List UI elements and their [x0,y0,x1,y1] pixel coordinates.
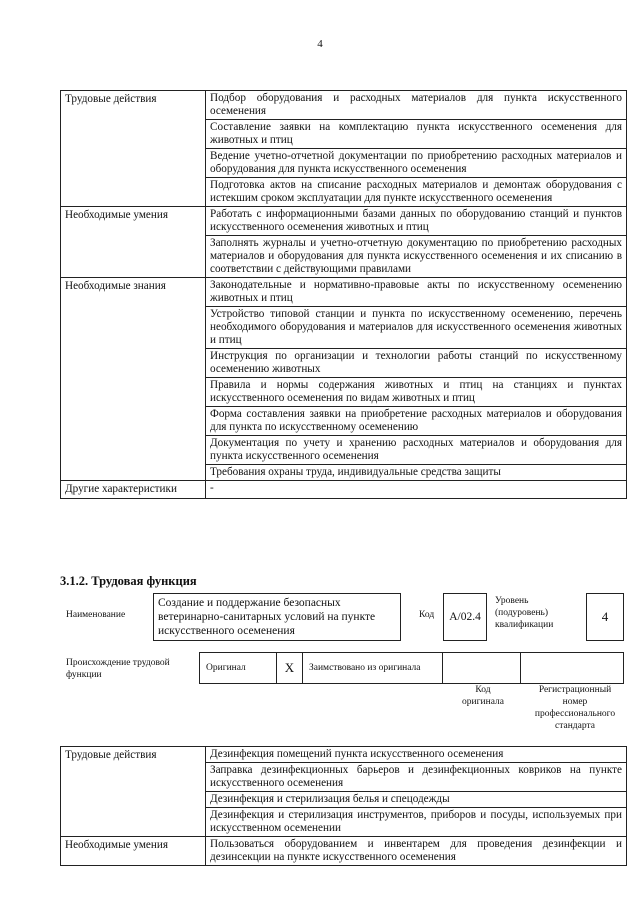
reg-number-line-2: номер [562,697,588,707]
reg-number-cell [520,653,624,683]
function-name-value: Создание и поддержание безопасных ветеринарно-санитарных условий на пункте искусственного осеменения [158,597,376,637]
code-original-cell [442,653,520,683]
row-item-text: Дезинфекция и стерилизация инструментов, приборов и посуды, используемых при искусственном осеменении [206,808,627,837]
page-number: 4 [317,38,323,50]
table-row [61,747,627,763]
level-label-line-2: (подуровень) [495,608,549,618]
row-item-text: Работать с информационными базами данных по оборудованию станций и пунктов искусственного осеменения животных и птиц [206,207,627,236]
reg-number-line-1: Регистрационный [538,685,612,695]
row-item-text: Составление заявки на комплектацию пункта искусственного осеменения для животных и птиц [206,120,627,149]
code-box [443,593,487,641]
original-mark-cell [276,653,302,683]
row-item-text: Правила и нормы содержания животных и птиц на станциях и пунктах искусственного осеменения по видам животных и птиц [206,378,627,407]
function-name-box [153,593,401,641]
level-label [495,595,553,631]
reg-number-line-3: профессионального [534,709,616,719]
row-item-text: Подготовка актов на списание расходных материалов и демонтаж оборудования с истекшим сроком эксплуатации для пункте искусственного осеменения [206,178,627,207]
original-mark: X [284,660,295,675]
borrowed-label: Заимствовано из оригинала [309,663,421,673]
row-group-label: Необходимые знания [61,278,206,481]
requirements-table-1 [60,90,627,499]
row-item-text: Законодательные и нормативно-правовые акты по искусственному осеменению животных и птиц [206,278,627,307]
table-row [61,278,627,307]
section-heading: 3.1.2. Трудовая функция [60,574,197,588]
code-value: А/02.4 [449,611,481,623]
requirements-table-2 [60,746,627,866]
row-item-text: Пользоваться оборудованием и инвентарем для проведения дезинфекции и дезинсекции на пункте искусственного осеменения [206,837,627,866]
row-item-text: Дезинфекция помещений пункта искусственного осеменения [206,747,627,763]
origin-label: Происхождение трудовой функции [66,658,170,680]
row-item-text: Устройство типовой станции и пункта по искусственному осеменению, перечень необходимого оборудования и материалов для искусственного осеменения животных и птиц [206,307,627,349]
table-row [61,91,627,120]
level-label-line-3: квалификации [495,620,554,630]
row-item-text: Форма составления заявки на приобретение расходных материалов и оборудования для пункта по искусственному осеменению [206,407,627,436]
code-label: Код [419,610,435,620]
table-row [61,207,627,236]
level-value: 4 [601,609,609,624]
row-item-text: Документация по учету и хранению расходных материалов и оборудования для пункта искусственного осеменения [206,436,627,465]
row-item-text: Заправка дезинфекционных барьеров и дезинфекционных ковриков на пункте искусственного осеменения [206,763,627,792]
code-original-line-1: Код [475,685,491,695]
row-item-text: Инструкция по организации и технологии работы станций по искусственному осеменению животных [206,349,627,378]
code-original-caption [443,684,523,708]
row-group-label: Необходимые умения [61,837,206,866]
table-row [61,837,627,866]
original-label: Оригинал [206,663,246,673]
row-item-text: Требования охраны труда, индивидуальные средства защиты [206,465,627,481]
row-item-text: Заполнять журналы и учетно-отчетную документацию по приобретению расходных материалов и оборудования для пункта искусственного осеменения и их списанию в соответствии с действующими правилами [206,236,627,278]
code-original-line-2: оригинала [462,697,504,707]
row-group-label: Трудовые действия [61,747,206,837]
row-group-label: Трудовые действия [61,91,206,207]
level-label-line-1: Уровень [495,596,529,606]
reg-number-line-4: стандарта [555,721,595,731]
row-item-text: Дезинфекция и стерилизация белья и спецодежды [206,792,627,808]
reg-number-caption [522,684,628,732]
row-item-text: Ведение учетно-отчетной документации по приобретению расходных материалов и оборудования для пункта искусственного осеменения [206,149,627,178]
borrowed-cell [302,653,442,683]
table-row [61,481,627,499]
original-cell [199,653,276,683]
row-item-text: Подбор оборудования и расходных материалов для пункта искусственного осеменения [206,91,627,120]
row-group-label: Необходимые умения [61,207,206,278]
row-group-label: Другие характеристики [61,481,206,499]
origin-row [199,652,624,684]
level-box [586,593,624,641]
row-item-text: - [206,481,627,499]
name-label: Наименование [66,610,126,620]
